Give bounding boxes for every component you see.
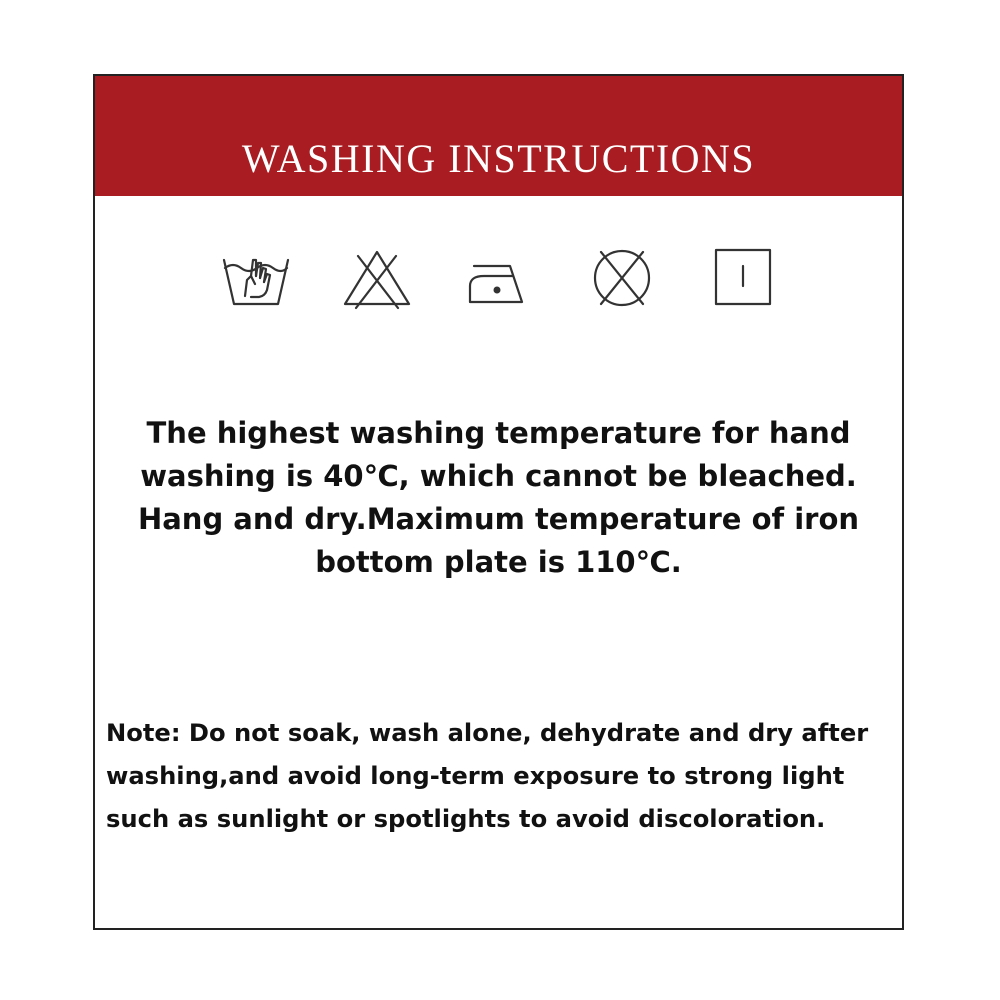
care-icons-row [95,246,902,310]
care-label-card [93,74,904,930]
header-banner [95,76,902,196]
header-title: WASHING INSTRUCTIONS [241,136,756,181]
do-not-tumble-dry-icon [587,246,657,310]
iron-low-temperature-icon [464,246,534,310]
note-text: Note: Do not soak, wash alone, dehydrate and dry after washing,and avoid long-term exposure to strong light such as sunlight or spotlights to avoid discoloration. [106,719,869,833]
do-not-bleach-icon [342,246,412,310]
main-instructions-text: The highest washing temperature for hand washing is 40℃, which cannot be bleached. Hang and dry.Maximum temperature of iron bottom plate is 110℃. [137,416,860,579]
hand-wash-icon [221,246,291,310]
line-dry-icon [708,246,778,310]
